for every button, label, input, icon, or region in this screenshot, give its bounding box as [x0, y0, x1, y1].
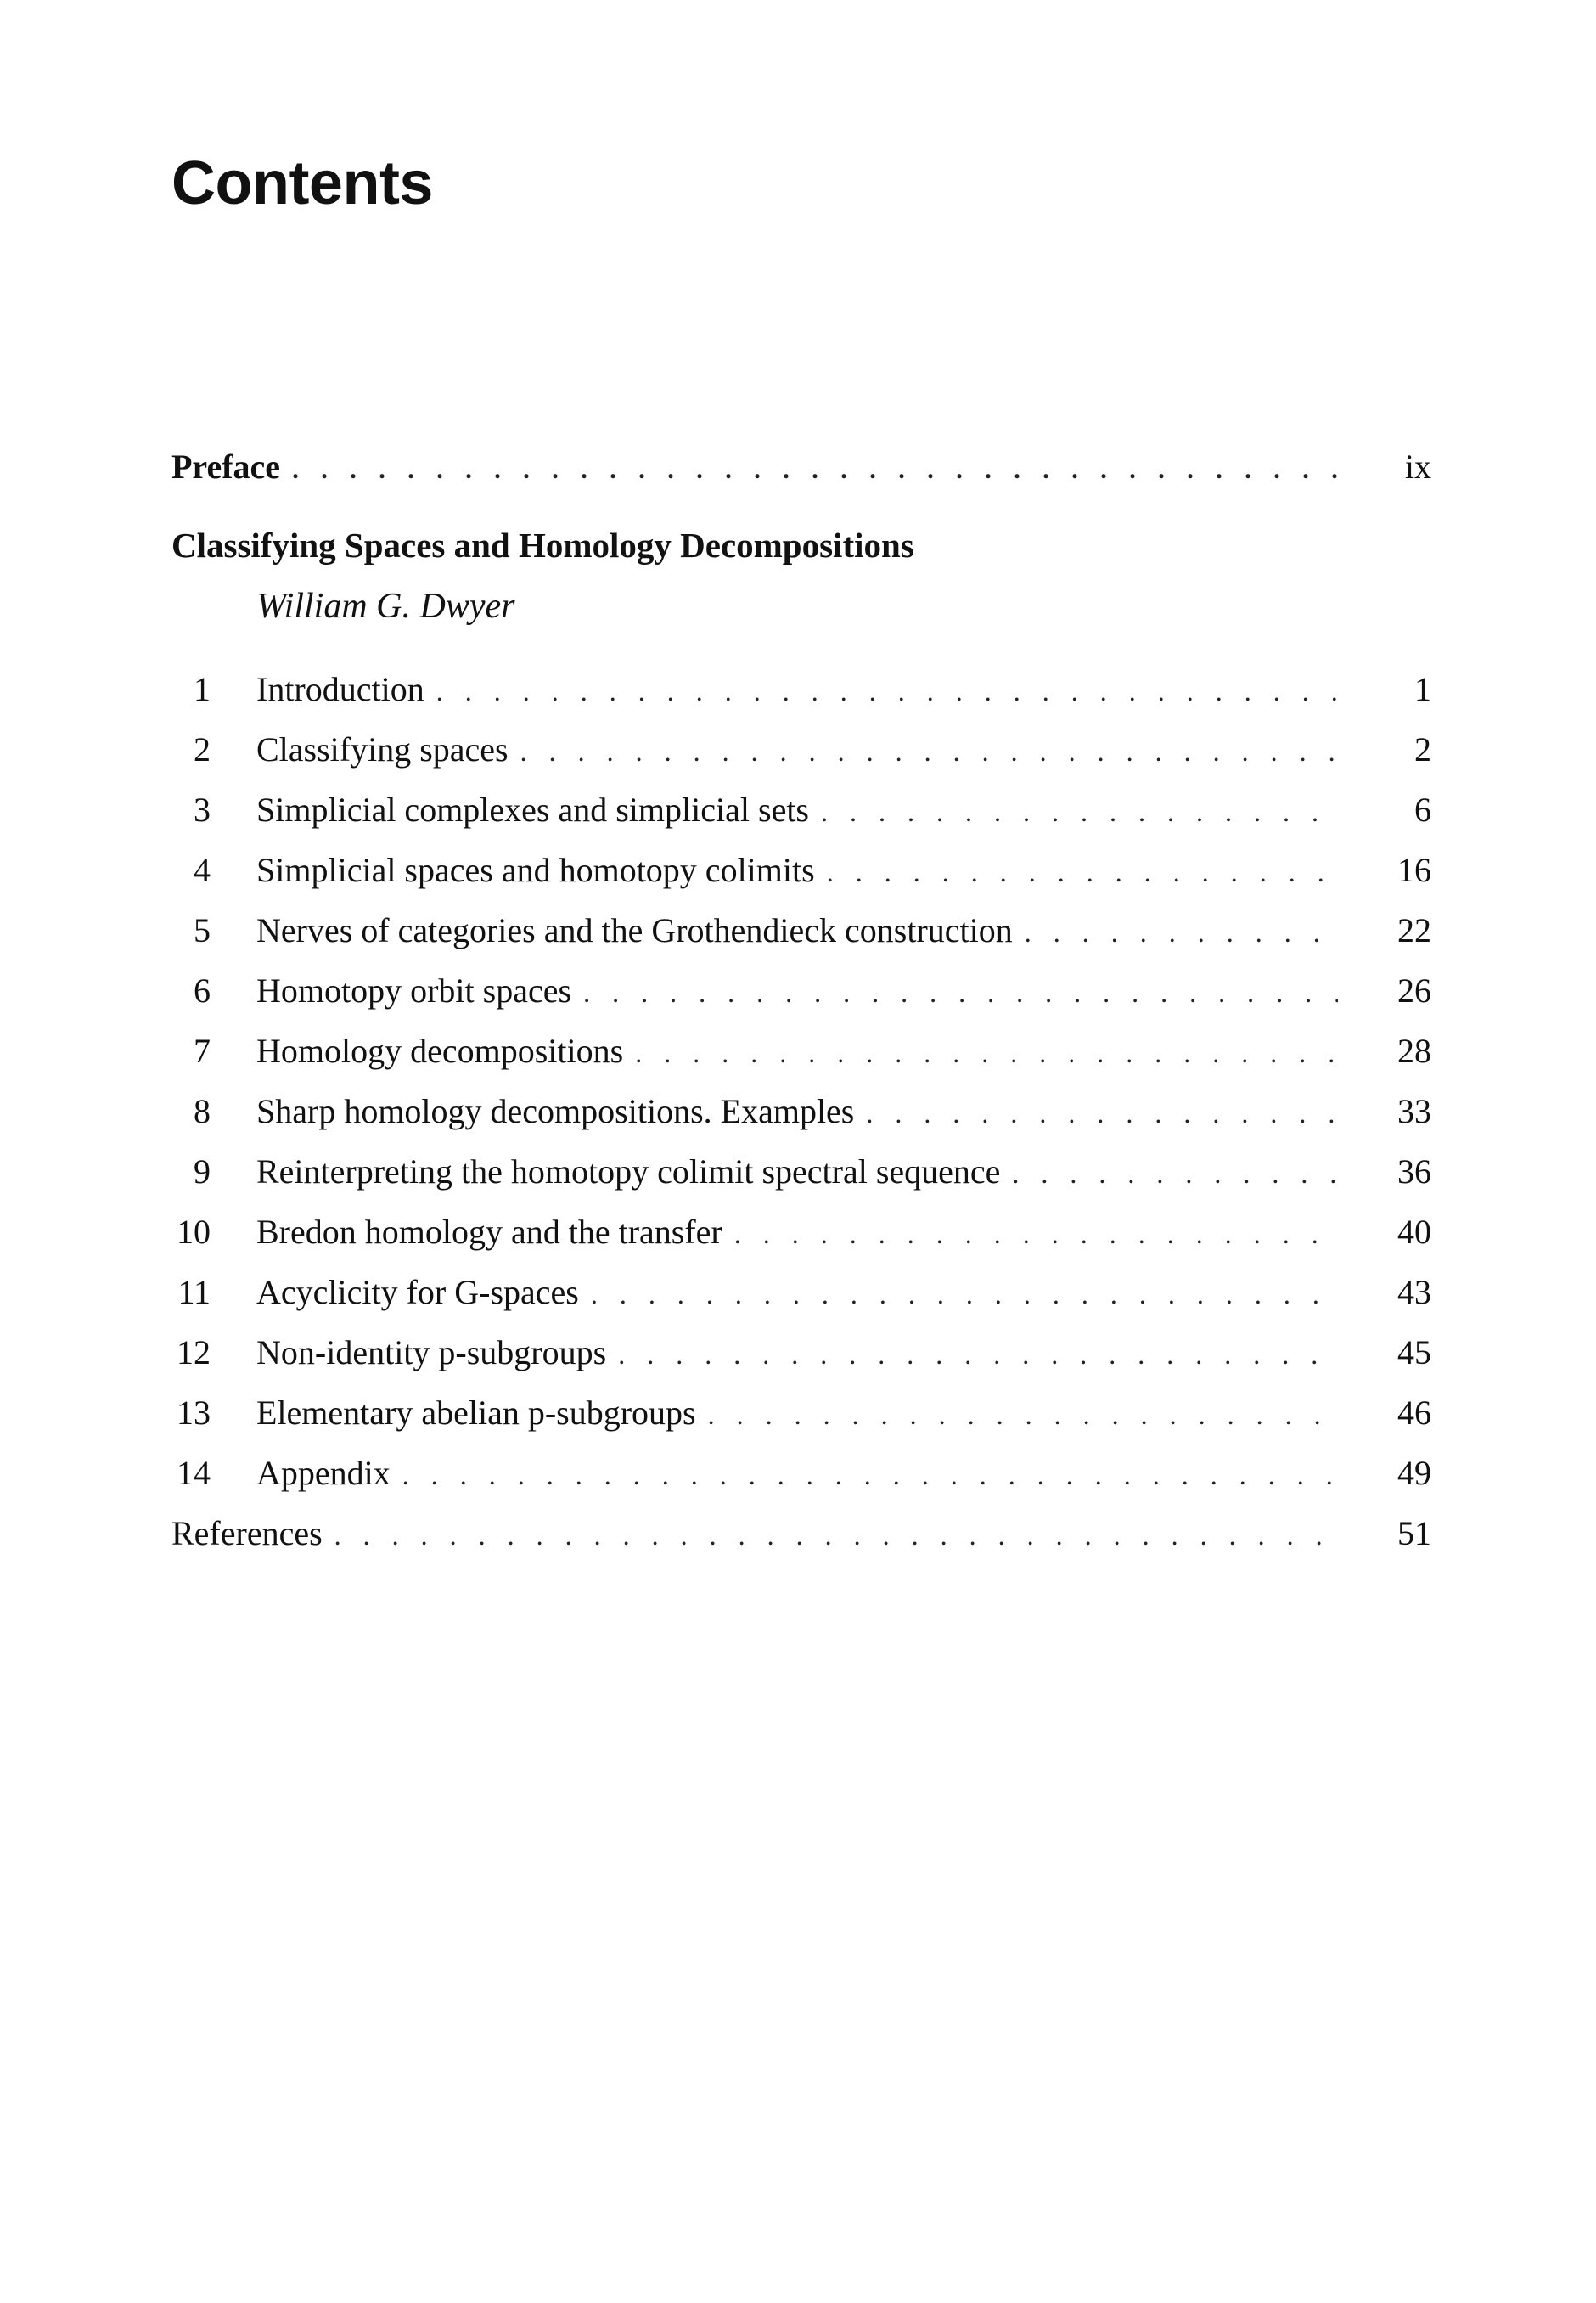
chapter-title: Homotopy orbit spaces: [256, 971, 572, 1010]
toc-entry-chapter[interactable]: [171, 1327, 1431, 1378]
dot-leader: [866, 1088, 1338, 1139]
part-title[interactable]: Classifying Spaces and Homology Decompositions: [171, 526, 914, 565]
chapter-number: 13: [177, 1394, 211, 1432]
toc-entry-preface[interactable]: [171, 442, 1431, 493]
toc-entry-chapter[interactable]: [171, 724, 1431, 775]
chapter-title: Appendix: [256, 1454, 391, 1492]
chapter-number: 8: [194, 1092, 211, 1130]
dot-leader: [827, 847, 1338, 898]
chapter-title: Reinterpreting the homotopy colimit spectral sequence: [256, 1152, 1001, 1191]
dot-leader: [334, 1510, 1338, 1561]
page-title: Contents: [171, 149, 433, 217]
chapter-page: 2: [1414, 730, 1431, 769]
toc-entry-chapter[interactable]: [171, 1146, 1431, 1197]
chapter-title: Classifying spaces: [256, 730, 509, 769]
chapter-page: 16: [1397, 851, 1431, 889]
dot-leader: [821, 786, 1338, 837]
chapter-page: 6: [1414, 791, 1431, 829]
chapter-number: 5: [194, 911, 211, 949]
chapter-page: 33: [1397, 1092, 1431, 1130]
chapter-title: Homology decompositions: [256, 1032, 624, 1070]
chapter-title: Non-identity p-subgroups: [256, 1333, 607, 1371]
dot-leader: [591, 1269, 1338, 1320]
chapter-number: 12: [177, 1333, 211, 1371]
chapter-number: 14: [177, 1454, 211, 1492]
dot-leader: [292, 443, 1338, 494]
toc-entry-chapter[interactable]: [171, 664, 1431, 715]
chapter-title: Acyclicity for G-spaces: [256, 1273, 579, 1311]
chapter-page: 49: [1397, 1454, 1431, 1492]
chapter-page: 40: [1397, 1213, 1431, 1251]
chapter-number: 2: [194, 730, 211, 769]
chapter-title: Nerves of categories and the Grothendieck construction: [256, 911, 1013, 949]
dot-leader: [402, 1450, 1338, 1501]
chapter-number: 4: [194, 851, 211, 889]
chapter-page: 28: [1397, 1032, 1431, 1070]
chapter-number: 1: [194, 670, 211, 708]
chapter-number: 11: [177, 1273, 211, 1311]
chapter-number: 9: [194, 1152, 211, 1191]
chapter-page: 43: [1397, 1273, 1431, 1311]
chapter-page: 46: [1397, 1394, 1431, 1432]
part-author: William G. Dwyer: [256, 587, 515, 626]
chapter-title: Simplicial complexes and simplicial sets: [256, 791, 809, 829]
toc-entry-chapter[interactable]: [171, 1026, 1431, 1077]
chapter-number: 7: [194, 1032, 211, 1070]
dot-leader: [1012, 1148, 1338, 1199]
dot-leader: [708, 1389, 1338, 1440]
chapter-page: 45: [1397, 1333, 1431, 1371]
toc-entry-chapter[interactable]: [171, 785, 1431, 836]
toc-entry-page: 51: [1397, 1514, 1431, 1552]
dot-leader: [635, 1028, 1338, 1078]
toc-entry-chapter[interactable]: [171, 1207, 1431, 1258]
dot-leader: [1025, 907, 1338, 958]
toc-entry-chapter[interactable]: [171, 1086, 1431, 1137]
dot-leader: [618, 1329, 1338, 1380]
toc-entry-title: References: [171, 1514, 323, 1552]
chapter-page: 1: [1414, 670, 1431, 708]
dot-leader: [583, 967, 1338, 1018]
chapter-page: 22: [1397, 911, 1431, 949]
toc-entry-chapter[interactable]: [171, 966, 1431, 1016]
dot-leader: [734, 1208, 1338, 1259]
toc-entry-chapter[interactable]: [171, 905, 1431, 956]
toc-entry-chapter[interactable]: [171, 1448, 1431, 1499]
chapter-page: 36: [1397, 1152, 1431, 1191]
chapter-page: 26: [1397, 971, 1431, 1010]
chapter-number: 10: [177, 1213, 211, 1251]
chapter-title: Introduction: [256, 670, 424, 708]
chapter-title: Sharp homology decompositions. Examples: [256, 1092, 855, 1130]
toc-entry-chapter[interactable]: [171, 1267, 1431, 1318]
toc-entry-chapter[interactable]: [171, 845, 1431, 896]
chapter-title: Simplicial spaces and homotopy colimits: [256, 851, 815, 889]
chapter-number: 6: [194, 971, 211, 1010]
toc-entry-page: ix: [1404, 448, 1431, 486]
toc-entry-title: Preface: [171, 448, 281, 486]
chapter-number: 3: [194, 791, 211, 829]
chapter-title: Elementary abelian p-subgroups: [256, 1394, 696, 1432]
dot-leader: [436, 666, 1338, 717]
toc-entry-chapter[interactable]: [171, 1388, 1431, 1439]
chapter-title: Bredon homology and the transfer: [256, 1213, 722, 1251]
toc-entry-references[interactable]: [171, 1508, 1431, 1559]
dot-leader: [520, 726, 1338, 777]
